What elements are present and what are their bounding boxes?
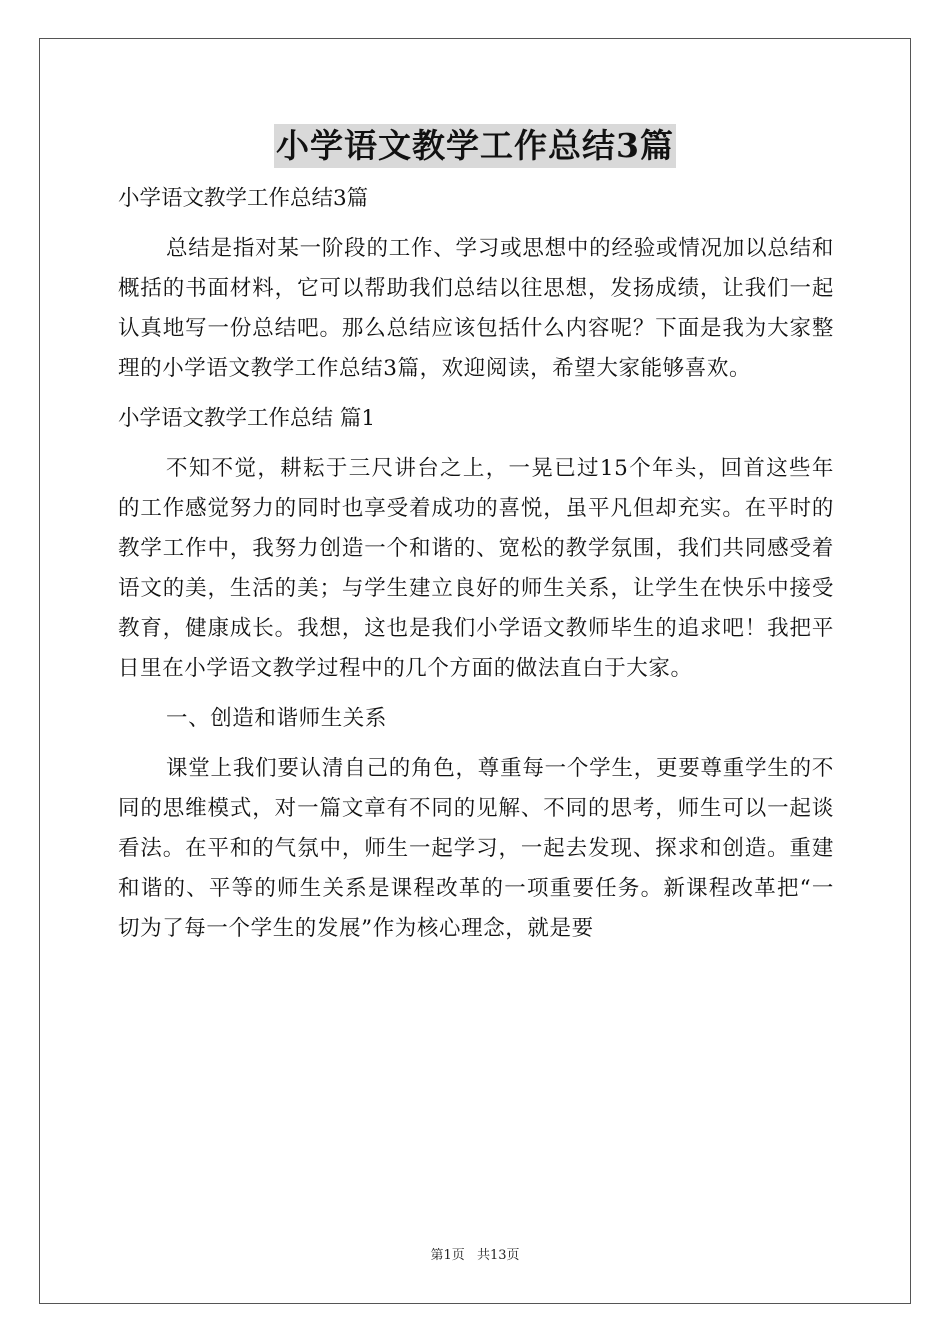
document-subtitle: 小学语文教学工作总结3篇 [118, 186, 369, 211]
intro-paragraph: 总结是指对某一阶段的工作、学习或思想中的经验或情况加以总结和概括的书面材料，它可以帮助我们总结以往思想，发扬成绩，让我们一起认真地写一份总结吧。那么总结应该包括什么内容呢？下面是我为大家整理的小学语文教学工作总结3篇，欢迎阅读，希望大家能够喜欢。 [118, 236, 834, 381]
page-number: 第1页 [430, 1248, 465, 1263]
subheading: 一、创造和谐师生关系 [166, 706, 388, 731]
page-total: 共13页 [476, 1248, 520, 1263]
page-footer [0, 1246, 950, 1266]
section-heading: 小学语文教学工作总结 篇1 [118, 406, 376, 431]
document-title: 小学语文教学工作总结3篇 [274, 124, 676, 168]
body-paragraph: 不知不觉，耕耘于三尺讲台之上，一晃已过15个年头，回首这些年的工作感觉努力的同时也享受着成功的喜悦，虽平凡但却充实。在平时的教学工作中，我努力创造一个和谐的、宽松的教学氛围，我们共同感受着语文的美，生活的美；与学生建立良好的师生关系，让学生在快乐中接受教育，健康成长。我想，这也是我们小学语文教师毕生的追求吧！我把平日里在小学语文教学过程中的几个方面的做法直白于大家。 [118, 456, 834, 681]
body-paragraph: 课堂上我们要认清自己的角色，尊重每一个学生，更要尊重学生的不同的思维模式，对一篇文章有不同的见解、不同的思考，师生可以一起谈看法。在平和的气氛中，师生一起学习，一起去发现、探求和创造。重建和谐的、平等的师生关系是课程改革的一项重要任务。新课程改革把“一切为了每一个学生的发展”作为核心理念，就是要 [118, 756, 834, 941]
document-body [118, 179, 834, 949]
title-container [0, 124, 950, 168]
